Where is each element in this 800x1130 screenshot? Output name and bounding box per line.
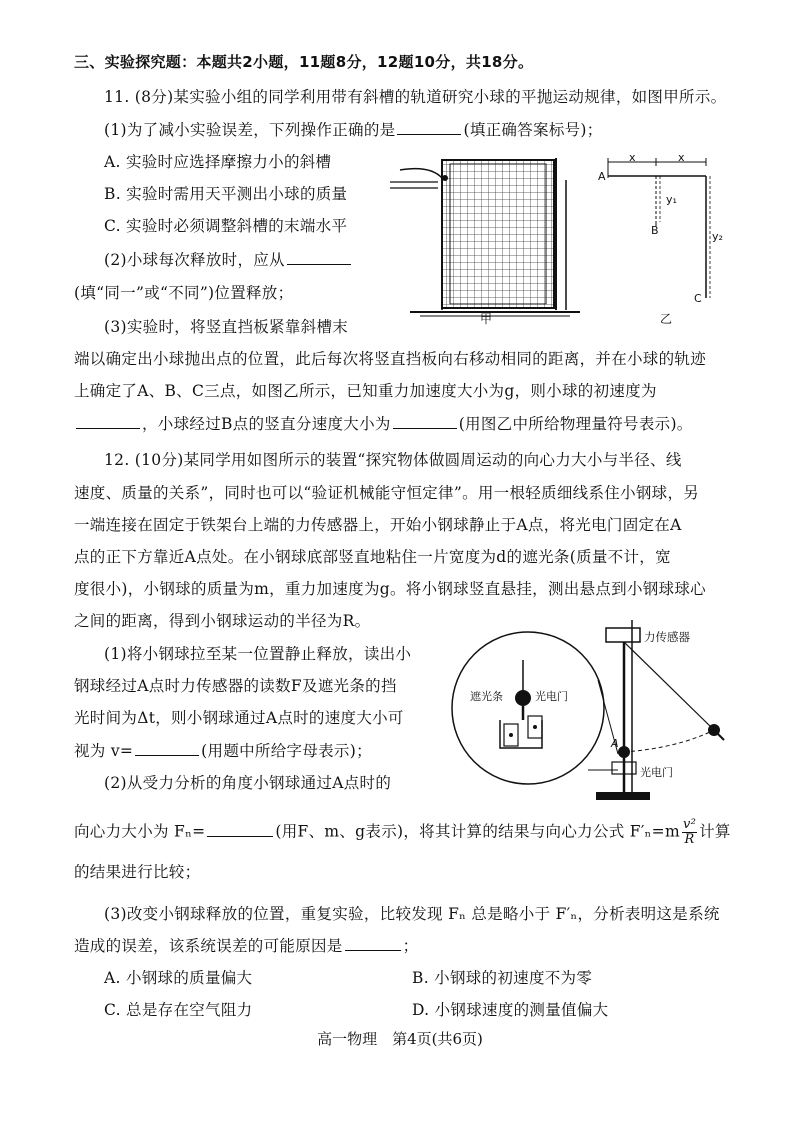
q12-part2-a: (2)从受力分析的角度小钢球通过A点时的	[104, 774, 392, 792]
q12-part1-e-text: (用题中所给字母表示)；	[201, 742, 372, 760]
q12-option-d: D. 小钢球速度的测量值偏大	[412, 1001, 609, 1019]
q11-part3-d	[74, 414, 693, 434]
figure-yi-x1: x	[629, 151, 636, 164]
q11-part2-tail: (填“同一”或“不同”)位置释放；	[74, 284, 294, 302]
q12-line-2: 速度、质量的关系”，同时也可以“验证机械能守恒定律”。用一根轻质细线系住小钢球，另	[74, 484, 700, 502]
label-point-a: A	[611, 737, 619, 750]
q12-part3-a: (3)改变小钢球释放的位置，重复实验，比较发现 Fₙ 总是略小于 F′ₙ，分析表明这是系统	[104, 905, 720, 923]
q12-answer-blank-2[interactable]	[207, 822, 273, 837]
label-photogate: 光电门	[640, 766, 673, 779]
q12-part1-c: 光时间为Δt，则小钢球通过A点时的速度大小可	[74, 709, 404, 727]
fraction-denominator: R	[684, 832, 695, 847]
q12-line-5: 度很小)，小钢球的质量为m，重力加速度为g。将小钢球竖直悬挂，测出悬点到小钢球球心	[74, 580, 706, 598]
q12-option-b: B. 小钢球的初速度不为零	[412, 969, 593, 987]
q12-part1-d	[74, 741, 372, 761]
q11-part3-c: 上确定了A、B、C三点，如图乙所示，已知重力加速度大小为g，则小球的初速度为	[74, 382, 657, 400]
label-force-sensor: 力传感器	[644, 630, 690, 644]
figure-yi-point-b: B	[651, 224, 659, 237]
q11-part3-e-text: (用图乙中所给物理量符号表示)。	[458, 415, 693, 433]
q12-answer-blank-3[interactable]	[345, 936, 401, 951]
q12-line-1: 12. (10分)某同学用如图所示的装置“探究物体做圆周运动的向心力大小与半径、线	[104, 451, 682, 469]
q11-part2-text: (2)小球每次释放时，应从	[104, 251, 285, 269]
q12-part1-b: 钢球经过A点时力传感器的读数F及遮光条的挡	[74, 677, 397, 695]
q11-part3-b: 端以确定出小球抛出点的位置，此后每次将竖直挡板向右移动相同的距离，并在小球的轨迹	[74, 350, 707, 368]
label-photogate-zoom: 光电门	[535, 690, 568, 703]
q12-part1-a: (1)将小钢球拉至某一位置静止释放，读出小	[104, 645, 412, 663]
q12-part2-b	[74, 818, 731, 847]
q11-answer-blank-2[interactable]	[287, 250, 351, 265]
q12-part2-b-text: 向心力大小为 Fₙ=	[74, 822, 206, 841]
q12-line-4: 点的正下方靠近A点处。在小钢球底部竖直地粘住一片宽度为d的遮光条(质量不计，宽	[74, 548, 671, 566]
figure-yi	[598, 150, 728, 310]
section-header: 三、实验探究题：本题共2小题，11题8分，12题10分，共18分。	[74, 53, 534, 71]
q11-answer-blank-4[interactable]	[393, 414, 457, 429]
q11-part3-a: (3)实验时，将竖直挡板紧靠斜槽末	[104, 318, 349, 336]
q11-intro: 11. (8分)某实验小组的同学利用带有斜槽的轨道研究小球的平抛运动规律，如图甲所示。	[104, 88, 727, 106]
q11-option-c: C. 实验时必须调整斜槽的末端水平	[104, 217, 348, 235]
q12-part3-b	[74, 936, 418, 956]
figure-yi-x2: x	[678, 151, 685, 164]
q12-part3-c-text: ；	[402, 937, 419, 955]
q12-option-c: C. 总是存在空气阻力	[104, 1001, 253, 1019]
q11-part1	[104, 120, 603, 140]
q12-part2-c-text: (用F、m、g表示)，将其计算的结果与向心力公式 F′ₙ=m	[275, 822, 680, 841]
q12-part1-d-text: 视为 v=	[74, 742, 134, 760]
q11-part1-text: (1)为了减小实验误差，下列操作正确的是	[104, 121, 396, 139]
figure-yi-y1: y₁	[666, 193, 677, 206]
q11-answer-blank-3[interactable]	[76, 414, 140, 429]
figure-yi-point-c: C	[694, 292, 702, 305]
q12-part3-b-text: 造成的误差，该系统误差的可能原因是	[74, 937, 343, 955]
q11-option-b: B. 实验时需用天平测出小球的质量	[104, 185, 348, 203]
q12-line-6: 之间的距离，得到小钢球运动的半径为R。	[74, 612, 371, 630]
figure-yi-point-a: A	[598, 170, 606, 183]
figure-yi-y2: y₂	[712, 230, 723, 243]
fraction-numerator: v²	[682, 817, 697, 832]
q11-part3-d-text: ，小球经过B点的竖直分速度大小为	[142, 415, 391, 433]
q12-answer-blank-1[interactable]	[135, 741, 199, 756]
label-shade-strip: 遮光条	[470, 690, 503, 703]
q12-option-a: A. 小钢球的质量偏大	[104, 969, 253, 987]
q12-part2-d-text: 计算	[699, 822, 731, 841]
q11-answer-blank-1[interactable]	[397, 120, 461, 135]
q11-part1-tail: (填正确答案标号)；	[463, 121, 603, 139]
figure-jia	[390, 150, 590, 330]
figure-jia-label: 甲	[480, 312, 493, 326]
q11-part2	[104, 250, 353, 270]
page-footer: 高一物理 第4页(共6页)	[317, 1030, 483, 1048]
figure-pendulum	[448, 620, 748, 810]
centripetal-fraction	[682, 818, 697, 847]
q12-part2-e: 的结果进行比较；	[74, 863, 201, 881]
q11-option-a: A. 实验时应选择摩擦力小的斜槽	[104, 153, 332, 171]
q12-line-3: 一端连接在固定于铁架台上端的力传感器上，开始小钢球静止于A点，将光电门固定在A	[74, 516, 682, 534]
figure-yi-label: 乙	[660, 312, 673, 326]
